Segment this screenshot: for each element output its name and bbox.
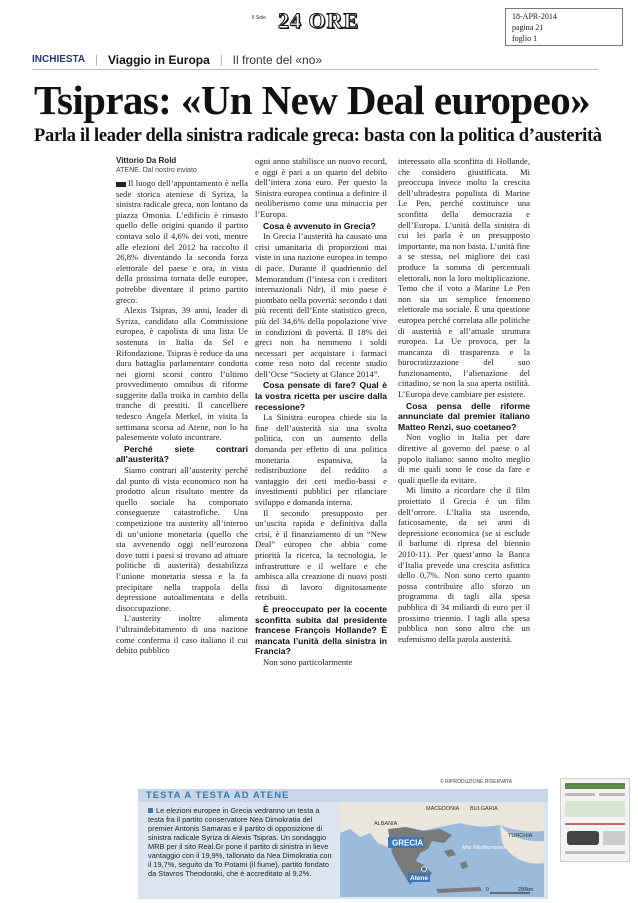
paragraph: Il secondo presupposto per un’uscita rapida e definitiva dalla crisi, è il finanziamento di un “New Deal” europeo che abbia come priorità la ricerca, la tecnologia, le infrastrutture e il welfare e che ambisca alla creazione di nuovi posti fissi di lavoro dignitosamente retribuiti. (255, 507, 387, 603)
paragraph: In Grecia l’austerità ha causato una crisi umanitaria di proporzioni mai viste in una nazione europea in tempo di pace. Durante il quadriennio del Memorandum (l’intesa con i creditori internazionali Ndr), il mio paese è piombato nella povertà: secondo i dati più recenti dell’Ente statistico greco, più del 34,6% della popolazione vive in condizioni di povertà. Il 18% dei greci non ha nemmeno i soldi necessari per acquistare i farmaci come reso noto dal recente studio dell’Ocse “Society at Glance 2014”. (255, 231, 387, 379)
interview-question: Perché siete contrari all’austerità? (116, 443, 248, 465)
article-column-1 (116, 156, 248, 656)
map-label-turkey: TURCHIA (508, 833, 533, 839)
section-tag: INCHIESTA (32, 54, 86, 65)
meta-sheet: foglio 1 (512, 34, 538, 43)
section-bar: INCHIESTA | Viaggio in Europa | Il fronte del «no» (32, 50, 598, 70)
subheadline: Parla il leader della sinistra radicale greca: basta con la politica d’austerità (34, 126, 602, 146)
paragraph: Il luogo dell’appuntamento è nella sede storica ateniese di Syriza, la sinistra radicale greca, non lontano da piazza Omonia. L’edificio è rimasto quello delle origini quando il partito contava solo il 4,6% dei voti, mentre alle elezioni del 2012 ha raccolto il 26,8% diventando la seconda forza elettorale del paese e ora, in vista della prossima tornata delle europee, potrebbe diventare il primo partito greco. (116, 178, 248, 305)
interview-question: Cosa pensate di fare? Qual è la vostra ricetta per uscire dalla recessione? (255, 380, 387, 412)
paragraph: Siamo contrari all’austerity perché dal punto di vista economico non ha prodotto alcun risultato mentre da quello sociale ha comportato conseguenze catastrofiche. Una competizione tra austerity all’interno di un’unione monetaria (quello che sta avvenendo oggi nell’eurozona dove tutti i paesi si trovano ad attuare politiche di austerità) destabilizza l’unione monetaria stessa e la fa precipitare nella trappola della depressione autoalimentata e della disoccupazione. (116, 465, 248, 613)
meta-page: pagina 21 (512, 23, 544, 32)
interview-question: Cosa è avvenuto in Grecia? (263, 220, 376, 231)
square-bullet-icon (148, 808, 153, 813)
map-label-albania: ALBANIA (374, 821, 398, 827)
interview-question: È preoccupato per la cocente sconfitta subita dal presidente francese François Hollande? È mancata l’unità della sinistra in Francia? (255, 603, 387, 657)
greece-map (340, 803, 544, 897)
map-scale-start: 0 (486, 887, 489, 893)
meta-date: 18-APR-2014 (512, 12, 557, 21)
masthead-small: Il Sole (252, 15, 266, 21)
section-subtitle: Il fronte del «no» (232, 52, 323, 67)
clipping-meta-box (505, 8, 623, 46)
paragraph: Non sono particolarmente (263, 656, 353, 667)
map-label-greece: GRECIA (392, 838, 424, 848)
map-label-athens: Atene (410, 875, 429, 882)
paragraph: interessato alla sconfitta di Hollande, che considero giustificata. Mi preoccupa invece molto la crescita dell’ultradestra populista di Marine Le Pen, perché costituisce una sconfitta della democrazia e dell’Europa. L’unità della sinistra di cui lei parla è un presupposto importante, ma non basta. L’unità fine a se stessa, nel migliore dei casi produce la somma di percentuali elettorali, non la loro moltiplicazione. Temo che il voto a Marine Le Pen non sia un semplice fenomeno elettorale ma sociale. È una questione europea perché correlata alle politiche di austerità e all’attuale struttura europea. La Ue provoca, per la mancanza di trasparenza e la burocratizzazione del suo funzionamento, l’alienazione del cittadino, se non la sua aperta ostilità. L’Europa deve cambiare per esistere. (398, 156, 530, 400)
car-image (567, 831, 599, 845)
masthead-logo: 24 ORE (278, 8, 360, 33)
bullet-icon (116, 182, 126, 187)
section-name: Viaggio in Europa (108, 52, 210, 67)
map-label-bulgaria: BULGARIA (470, 806, 498, 812)
map-label-sea: Mar Mediterraneo (462, 845, 506, 851)
map-scale-end: 200km (518, 887, 534, 893)
map-label-macedonia: MACEDONIA (426, 806, 460, 812)
info-box (138, 789, 548, 899)
paragraph: L’austerity inoltre alimenta l’ultraindebitamento di una nazione come conferma il caso italiano il cui debito pubblico (116, 613, 248, 656)
advertisement-thumbnail (560, 778, 630, 862)
byline-place: ATENE. Dal nostro inviato (116, 167, 197, 174)
info-box-title: TESTA A TESTA AD ATENE (138, 789, 548, 802)
byline-author: Vittorio Da Rold (116, 156, 177, 165)
interview-question: Cosa pensa delle riforme annunciate dal premier italiano Matteo Renzi, suo coetaneo? (398, 400, 530, 432)
info-box-text: Le elezioni europee in Grecia vedranno un testa a testa fra il partito conservatore Nea Dimokratia del premier Antonis Samaras e il partito di opposizione di sinistra radicale Syriza di Alexis Tsipras. Un sondaggio MRB per il sito Real.Gr pone il partito di sinistra in lieve vantaggio con il 19,9%, tallonato da Nea Dimokratia con il 19,7%, seguito da To Potami (il fiume), partito fondato da Stavros Theodoraki, che è accreditato al 9,2%. (148, 806, 332, 878)
paragraph: La Sinistra europea chiede sia la fine dell’austerità sia una svolta politica, con un aumento della domanda per effetto di una politica monetaria espansiva, la redistribuzione del reddito a vantaggio dei ceti medio-bassi e investimenti pubblici per rilanciare sviluppo e domanda interna. (255, 412, 387, 507)
masthead (252, 10, 392, 32)
headline: Tsipras: «Un New Deal europeo» (34, 77, 591, 123)
article-column-3 (398, 156, 530, 644)
copyright-notice: © RIPRODUZIONE RISERVATA (440, 779, 512, 785)
paragraph: Mi limito a ricordare che il film proiettato il Grecia è un film dell’orrore. L’Italia sta uscendo, faticosamente, da sei anni di depressione economica (se si esclude il barlume di ripresa del biennio 2010-11). Per quest’anno la Banca d’Italia prevede una crescita asfittica dello 0,7%. Non sono certo quanto possa contribuire allo sforzo un programma di tagli alla spesa pubblica di 34 miliardi di euro per il prossimo triennio. I tagli alla spesa pubblica non sono altro che un eufemismo della parola austerità. (398, 485, 530, 644)
paragraph: Non voglio in Italia per dare direttive al governo del paese o al popolo italiano: sanno molto meglio di me quali sono le cose da fare e quali quelle da evitare. (398, 432, 530, 485)
paragraph: ogni anno stabilisce un nuovo record, e oggi è pari a un quarto del debito dell’intera zona euro. Per questo la Sinistra europea continua a definire il neoliberismo come una minaccia per l’Europa. (255, 156, 387, 219)
paragraph: Alexis Tsipras, 39 anni, leader di Syriza, candidato alla Commissione europea, è capolista di una lista Ue sostenuta in Italia da Sel e Rifondazione. Tsipras è reduce da una dura battaglia parlamentare condotta nei giorni scorsi contro l’ultimo provvedimento omnibus di riforme suggerite dalla troika in cambio della tranche di prestiti. Il cancelliere tedesco Angela Merkel, in visita la settimana scorsa ad Atene, non lo ha palesemente voluto incontrare. (116, 305, 248, 443)
article-column-2 (255, 156, 387, 668)
athens-marker-icon (422, 867, 427, 872)
